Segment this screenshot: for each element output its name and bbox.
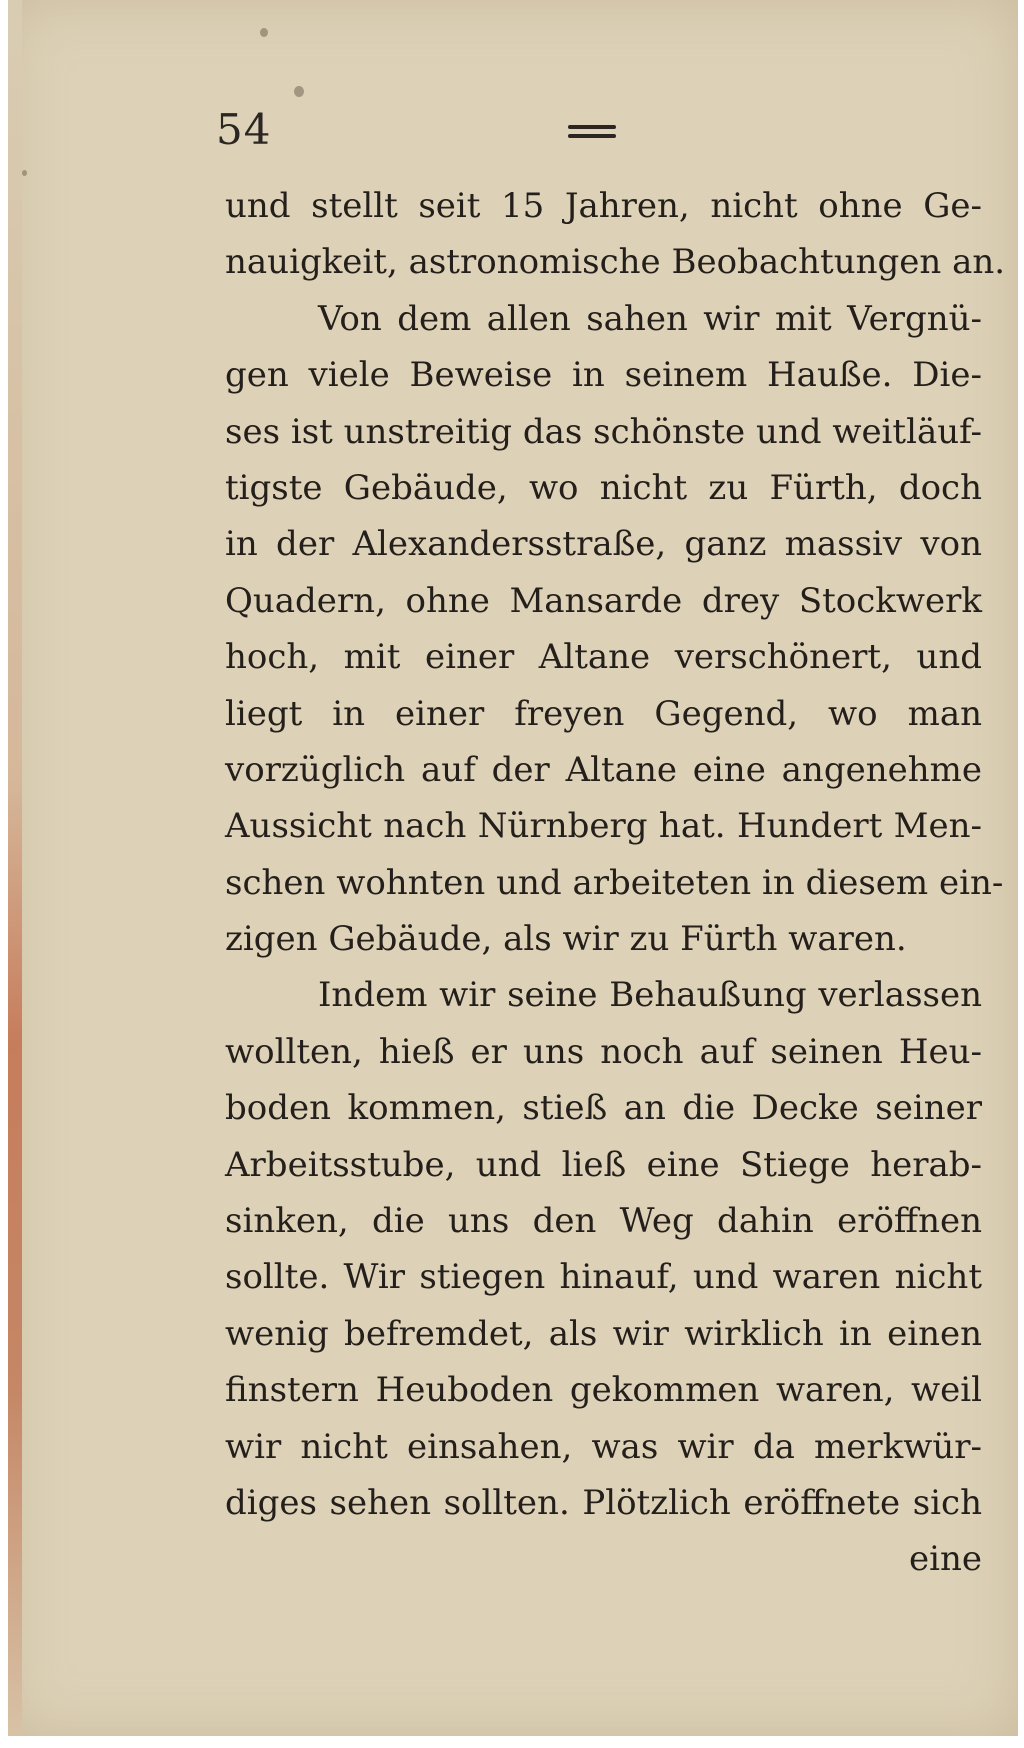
text-line: sollte. Wir stiegen hinauf, und waren nicht [225, 1257, 982, 1298]
text-line: hoch, mit einer Altane verschönert, und [225, 637, 982, 678]
page-header [8, 105, 1018, 165]
ink-spot [260, 28, 268, 37]
book-page [8, 0, 1018, 1736]
text-line: Arbeitsstube, und ließ eine Stiege herab- [225, 1144, 982, 1185]
text-line: tigste Gebäude, wo nicht zu Fürth, doch [225, 467, 982, 508]
body-text [225, 178, 1006, 1588]
text-line: Quadern, ohne Mansarde drey Stockwerk [225, 580, 982, 621]
text-line: ses ist unstreitig das schönste und weitläuf- [225, 411, 982, 452]
text-line: gen viele Beweise in seinem Hauße. Die- [225, 355, 982, 396]
page-edge-stain [8, 0, 22, 1736]
text-line: Indem wir seine Behaußung verlassen [318, 975, 982, 1016]
text-line: Aussicht nach Nürnberg hat. Hundert Men- [225, 806, 982, 847]
text-line: liegt in einer freyen Gegend, wo man [225, 693, 982, 734]
text-line: in der Alexandersstraße, ganz massiv von [225, 524, 982, 565]
text-line: sinken, die uns den Weg dahin eröffnen [225, 1201, 982, 1242]
text-line: Von dem allen sahen wir mit Vergnü- [318, 298, 982, 339]
text-line: vorzüglich auf der Altane eine angenehme [225, 749, 982, 790]
text-line: boden kommen, stieß an die Decke seiner [225, 1088, 982, 1129]
text-line: finstern Heuboden gekommen waren, weil [225, 1370, 982, 1411]
header-ornament [568, 125, 616, 143]
catchword: eine [908, 1539, 982, 1580]
ink-spot [294, 86, 304, 97]
page-number: 54 [216, 105, 272, 154]
text-line: schen wohnten und arbeiteten in diesem ein- [225, 862, 1004, 903]
text-line: wenig befremdet, als wir wirklich in einen [225, 1313, 982, 1354]
ink-spot [22, 170, 27, 176]
text-line: nauigkeit, astronomische Beobachtungen an. [225, 242, 1006, 283]
text-line: wir nicht einsahen, was wir da merkwür- [225, 1426, 982, 1467]
text-line: diges sehen sollten. Plötzlich eröffnete sich [225, 1482, 982, 1523]
text-line: und stellt seit 15 Jahren, nicht ohne Ge- [225, 186, 982, 226]
text-line: zigen Gebäude, als wir zu Fürth waren. [225, 919, 907, 960]
text-line: wollten, hieß er uns noch auf seinen Heu- [225, 1031, 982, 1072]
